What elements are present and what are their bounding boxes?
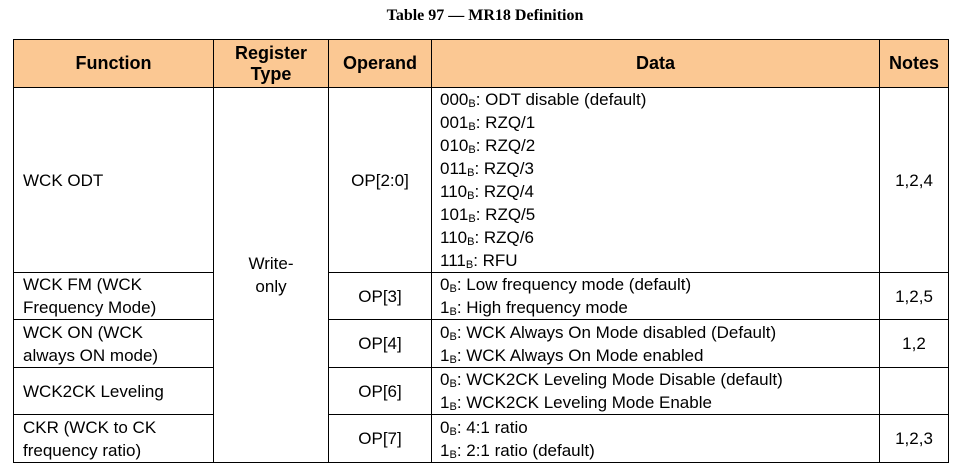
bit-value: 110 bbox=[440, 228, 468, 247]
table-row bbox=[14, 273, 949, 320]
function-line: WCK ODT bbox=[23, 170, 104, 190]
bit-description: : RZQ/3 bbox=[474, 159, 534, 178]
bit-description: : RZQ/4 bbox=[474, 182, 534, 201]
header-operand: Operand bbox=[329, 40, 432, 88]
data-line bbox=[440, 391, 879, 414]
register-type-cell bbox=[214, 88, 329, 463]
notes-cell: 1,2 bbox=[880, 320, 949, 368]
function-cell bbox=[14, 415, 214, 463]
header-row bbox=[14, 40, 949, 88]
operand-cell: OP[4] bbox=[329, 320, 432, 368]
function-line: always ON mode) bbox=[23, 345, 159, 365]
bit-value: 0 bbox=[440, 370, 450, 389]
data-line bbox=[440, 321, 879, 344]
table-caption: Table 97 — MR18 Definition bbox=[386, 7, 584, 24]
function-line: WCK FM (WCK bbox=[23, 275, 142, 294]
notes-cell: 1,2,5 bbox=[880, 273, 949, 320]
table-header bbox=[14, 40, 949, 88]
data-line bbox=[440, 88, 879, 111]
binary-suffix: B bbox=[449, 378, 457, 390]
notes-cell: 1,2,3 bbox=[880, 415, 949, 463]
operand-cell: OP[6] bbox=[329, 368, 432, 415]
data-line bbox=[440, 439, 879, 462]
data-line bbox=[440, 416, 879, 439]
function-cell bbox=[14, 368, 214, 415]
data-line bbox=[440, 157, 879, 180]
bit-value: 1 bbox=[440, 440, 450, 460]
data-line bbox=[440, 203, 879, 226]
binary-suffix: B bbox=[468, 144, 476, 156]
bit-value: 1 bbox=[440, 393, 450, 412]
bit-description: : RZQ/5 bbox=[475, 205, 536, 224]
bit-value: 0 bbox=[440, 417, 450, 437]
bit-value: 010 bbox=[440, 136, 469, 155]
operand-cell: OP[7] bbox=[329, 415, 432, 463]
function-cell bbox=[14, 273, 214, 320]
bit-value: 000 bbox=[440, 90, 469, 109]
function-line: CKR (WCK to CK bbox=[23, 417, 157, 437]
bit-description: : 4:1 ratio bbox=[456, 417, 528, 437]
data-line bbox=[440, 273, 879, 296]
header-register-type bbox=[214, 40, 329, 88]
header-register-type-line1: Register bbox=[234, 42, 308, 63]
function-cell bbox=[14, 88, 214, 273]
function-line: frequency ratio) bbox=[23, 440, 142, 460]
bit-value: 110 bbox=[440, 182, 468, 201]
binary-suffix: B bbox=[449, 283, 457, 295]
operand-cell: OP[3] bbox=[329, 273, 432, 320]
table-row bbox=[14, 320, 949, 368]
bit-description: : RFU bbox=[473, 251, 518, 270]
data-cell bbox=[432, 88, 880, 273]
data-line bbox=[440, 111, 879, 134]
binary-suffix: B bbox=[468, 98, 476, 110]
binary-suffix: B bbox=[467, 190, 475, 202]
function-line: WCK2CK Leveling bbox=[23, 381, 164, 401]
bit-value: 001 bbox=[440, 113, 469, 132]
bit-description: : WCK Always On Mode disabled (Default) bbox=[456, 322, 777, 342]
binary-suffix: B bbox=[449, 353, 457, 366]
data-line bbox=[440, 226, 879, 249]
bit-description: : WCK2CK Leveling Mode Enable bbox=[456, 393, 712, 412]
bit-description: : RZQ/6 bbox=[474, 228, 534, 247]
header-function: Function bbox=[14, 40, 214, 88]
register-type-line2: only bbox=[255, 277, 287, 296]
data-cell bbox=[432, 273, 880, 320]
binary-suffix: B bbox=[449, 401, 457, 413]
table-body bbox=[14, 88, 949, 463]
data-line bbox=[440, 344, 879, 367]
data-line bbox=[440, 249, 879, 272]
bit-description: : WCK Always On Mode enabled bbox=[456, 345, 704, 365]
binary-suffix: B bbox=[468, 121, 476, 133]
bit-value: 0 bbox=[440, 275, 450, 294]
data-line bbox=[440, 134, 879, 157]
operand-cell: OP[2:0] bbox=[329, 88, 432, 273]
binary-suffix: B bbox=[467, 167, 475, 179]
bit-description: : ODT disable (default) bbox=[475, 90, 647, 109]
table-row bbox=[14, 415, 949, 463]
bit-description: : RZQ/1 bbox=[475, 113, 536, 132]
binary-suffix: B bbox=[449, 448, 457, 461]
binary-suffix: B bbox=[468, 213, 476, 225]
bit-value: 1 bbox=[440, 345, 450, 365]
table-row bbox=[14, 88, 949, 273]
header-data: Data bbox=[432, 40, 880, 88]
binary-suffix: B bbox=[449, 425, 457, 438]
register-type-line1: Write- bbox=[248, 254, 294, 273]
data-line bbox=[440, 368, 879, 391]
function-cell bbox=[14, 320, 214, 368]
bit-value: 101 bbox=[440, 205, 469, 224]
bit-description: : RZQ/2 bbox=[475, 136, 536, 155]
binary-suffix: B bbox=[449, 330, 457, 343]
data-cell bbox=[432, 368, 880, 415]
table-row bbox=[14, 368, 949, 415]
header-register-type-line2: Type bbox=[250, 63, 292, 84]
data-cell bbox=[432, 415, 880, 463]
bit-value: 0 bbox=[440, 322, 450, 342]
data-line bbox=[440, 296, 879, 319]
binary-suffix: B bbox=[465, 259, 474, 271]
bit-value: 111 bbox=[440, 251, 466, 270]
data-line bbox=[440, 180, 879, 203]
bit-description: : 2:1 ratio (default) bbox=[456, 440, 595, 460]
notes-cell: 1,2,4 bbox=[880, 88, 949, 273]
mr18-definition-table bbox=[13, 39, 949, 463]
bit-description: : Low frequency mode (default) bbox=[456, 275, 692, 294]
function-line: Frequency Mode) bbox=[23, 298, 157, 317]
data-cell bbox=[432, 320, 880, 368]
binary-suffix: B bbox=[467, 236, 475, 248]
notes-cell bbox=[880, 368, 949, 415]
bit-description: : WCK2CK Leveling Mode Disable (default) bbox=[456, 370, 783, 389]
bit-value: 011 bbox=[440, 159, 468, 178]
function-line: WCK ON (WCK bbox=[23, 322, 143, 342]
bit-value: 1 bbox=[440, 298, 450, 317]
bit-description: : High frequency mode bbox=[456, 298, 628, 317]
binary-suffix: B bbox=[449, 306, 457, 318]
header-notes: Notes bbox=[880, 40, 949, 88]
